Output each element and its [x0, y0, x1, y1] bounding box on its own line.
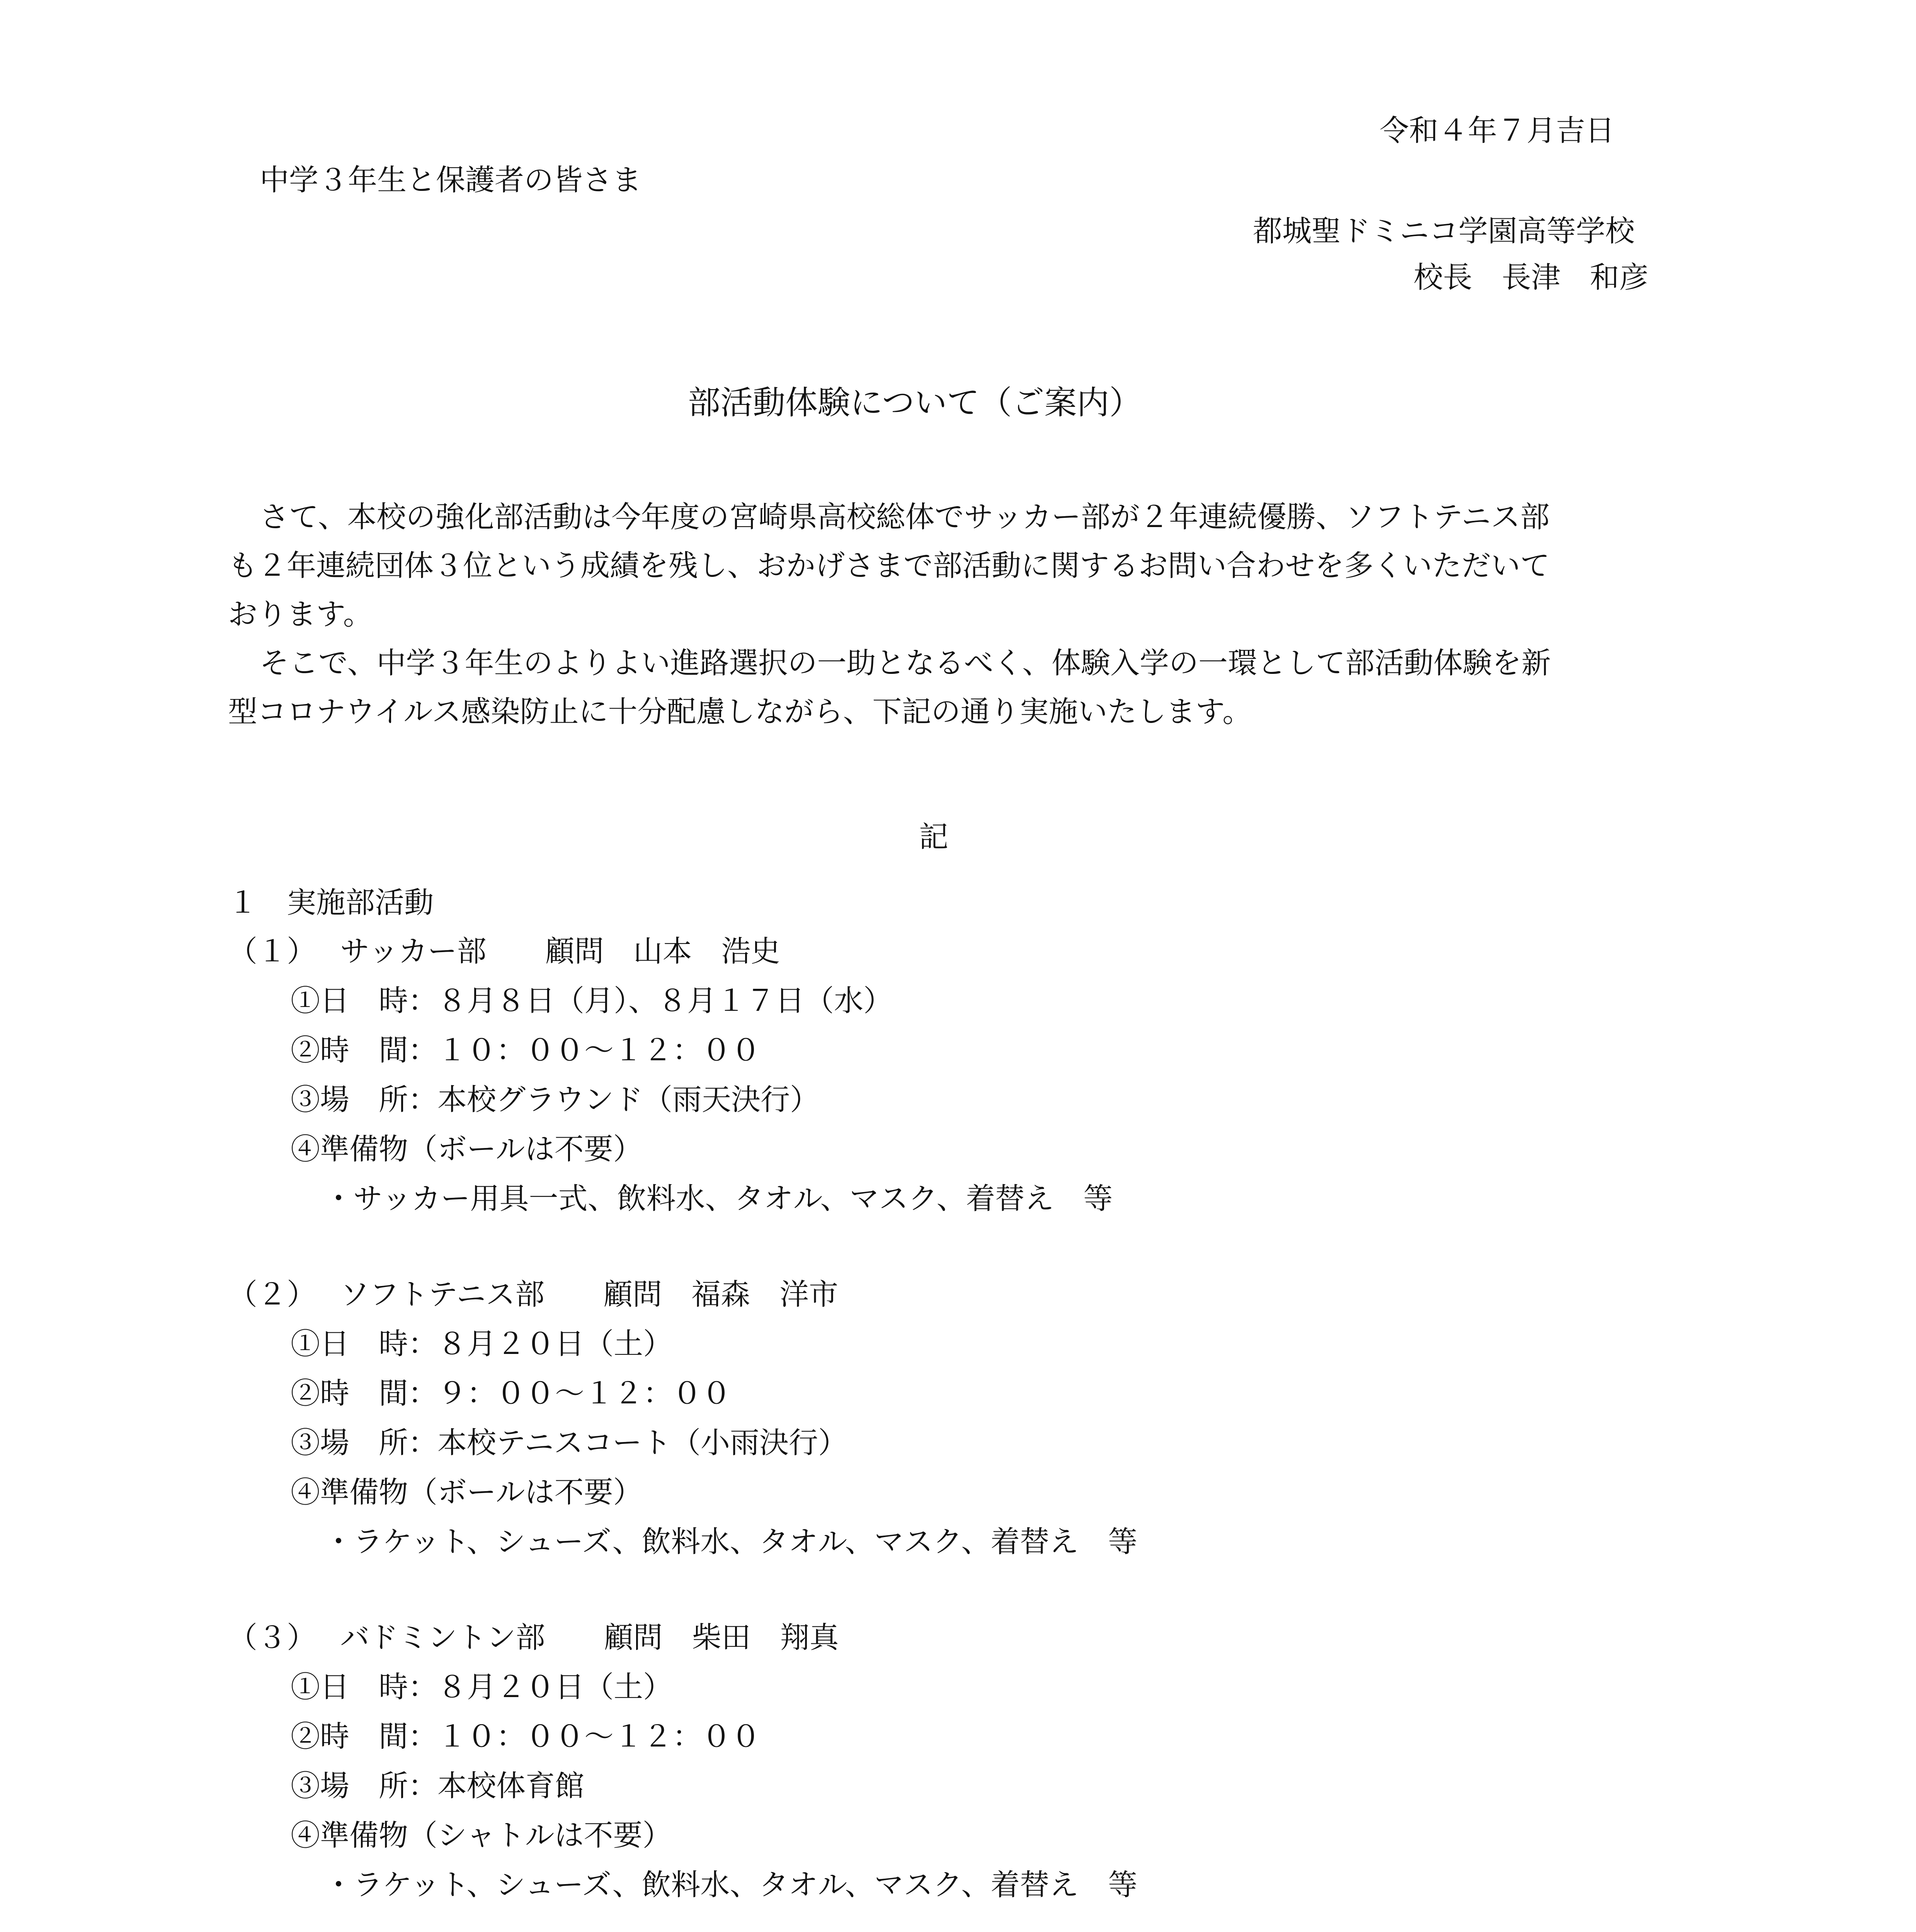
club-items: ・ラケット、シューズ、飲料水、タオル、マスク、着替え 等	[324, 1524, 1138, 1559]
intro-line: おります。	[228, 597, 373, 631]
principal-name: 校長 長津 和彦	[1414, 260, 1649, 294]
club-date: ①日 時：８月８日（月）、８月１７日（水）	[291, 983, 893, 1018]
section1-heading: １ 実施部活動	[228, 885, 434, 920]
club-place: ③場 所：本校体育館	[291, 1769, 584, 1803]
club-title: （３） バドミントン部 顧問 柴田 翔真	[228, 1620, 839, 1655]
club-items-heading: ④準備物（シャトルは不要）	[291, 1818, 672, 1852]
intro-line: さて、本校の強化部活動は今年度の宮崎県高校総体でサッカー部が２年連続優勝、ソフトテニス部	[260, 500, 1550, 534]
club-time: ②時 間：１０：００～１２：００	[291, 1033, 761, 1067]
recipient: 中学３年生と保護者の皆さま	[260, 163, 642, 197]
club-title: （２） ソフトテニス部 顧問 福森 洋市	[228, 1277, 839, 1311]
club-date: ①日 時：８月２０日（土）	[291, 1670, 672, 1704]
document-title: 部活動体験について（ご案内）	[688, 384, 1142, 422]
club-items: ・サッカー用具一式、飲料水、タオル、マスク、着替え 等	[324, 1181, 1113, 1216]
intro-line: そこで、中学３年生のよりよい進路選択の一助となるべく、体験入学の一環として部活動体験を新	[260, 646, 1551, 680]
club-items: ・ラケット、シューズ、飲料水、タオル、マスク、着替え 等	[324, 1867, 1138, 1902]
school-name: 都城聖ドミニコ学園高等学校	[1253, 214, 1635, 248]
club-date: ①日 時：８月２０日（土）	[291, 1327, 672, 1361]
intro-line: も２年連続団体３位という成績を残し、おかげさまで部活動に関するお問い合わせを多くいただいて	[228, 548, 1550, 583]
club-time: ②時 間：１０：００～１２：００	[291, 1719, 761, 1753]
ki-marker: 記	[919, 820, 948, 854]
club-time: ②時 間：９：００～１２：００	[291, 1376, 731, 1410]
club-items-heading: ④準備物（ボールは不要）	[291, 1475, 643, 1509]
club-title: （１） サッカー部 顧問 山本 浩史	[228, 934, 780, 968]
issue-date: 令和４年７月吉日	[1380, 113, 1615, 148]
intro-line: 型コロナウイルス感染防止に十分配慮しながら、下記の通り実施いたします。	[228, 694, 1252, 729]
club-place: ③場 所：本校グラウンド（雨天決行）	[291, 1082, 819, 1117]
club-items-heading: ④準備物（ボールは不要）	[291, 1132, 643, 1166]
club-place: ③場 所：本校テニスコート（小雨決行）	[291, 1425, 847, 1460]
